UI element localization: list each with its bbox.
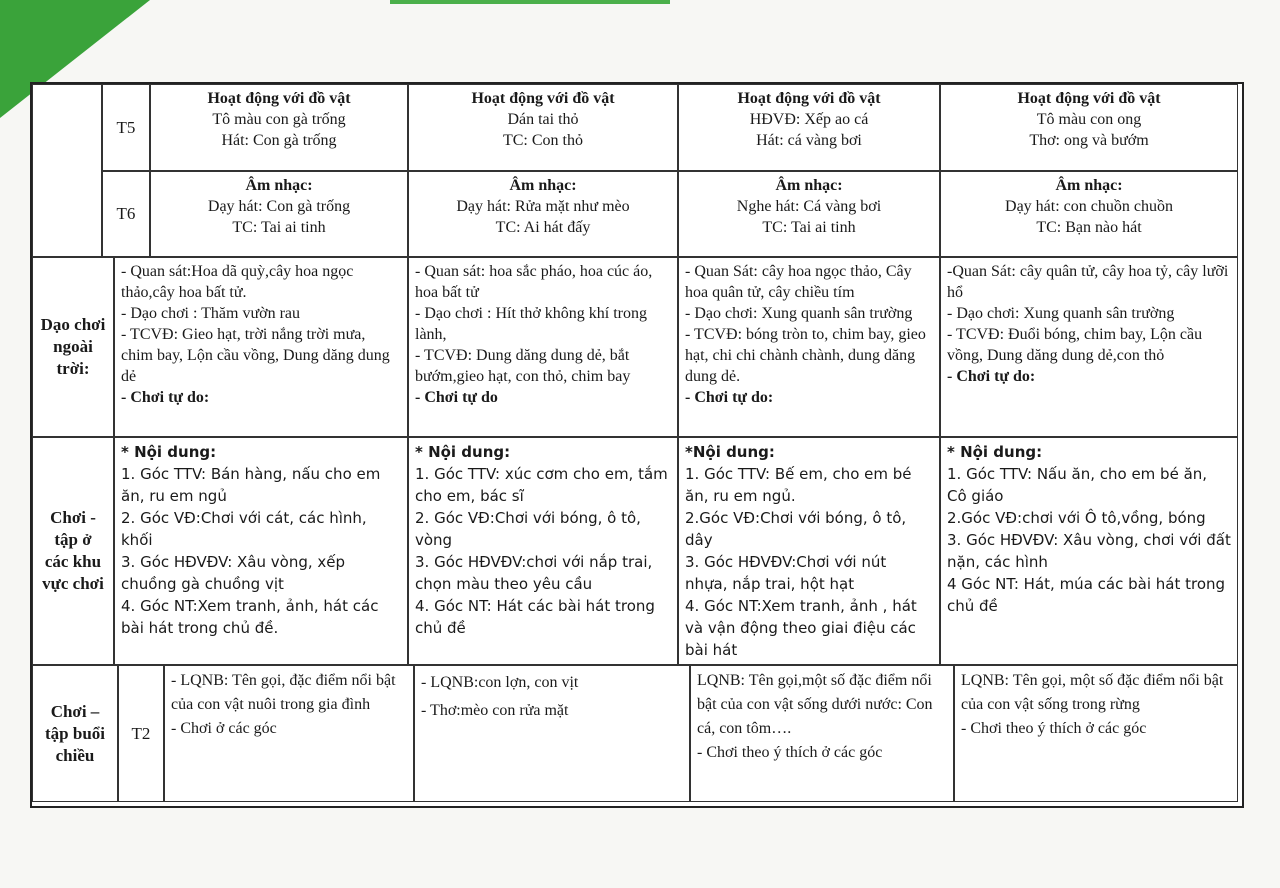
- cell-line: 1. Góc TTV: Bế em, cho em bé ăn, ru em ngủ.: [685, 465, 912, 505]
- cell-line: 4. Góc NT:Xem tranh, ảnh , hát và vận động theo giai điệu các bài hát: [685, 597, 917, 659]
- cell-t5-col4: [940, 84, 1238, 171]
- cell-line: Hát: cá vàng bơi: [756, 132, 862, 149]
- cell-line: - Dạo chơi: Xung quanh sân trường: [947, 305, 1175, 322]
- cell-line: Nghe hát: Cá vàng bơi: [736, 198, 882, 215]
- cell-line: - Chơi tự do:: [121, 389, 210, 406]
- cell-line: 1. Góc TTV: xúc cơm cho em, tắm cho em, bác sĩ: [415, 465, 668, 505]
- cell-line: HĐVĐ: Xếp ao cá: [749, 111, 869, 128]
- cell-heading: *Nội dung:: [685, 443, 775, 461]
- cell-afternoon-col1: [164, 665, 414, 802]
- cell-outdoor-col2: [408, 257, 678, 437]
- row-group-blank-cell: [32, 84, 102, 257]
- cell-line: Thơ: ong và bướm: [1029, 132, 1149, 149]
- cell-line: - TCVĐ: Đuổi bóng, chim bay, Lộn cầu vồng, Dung dăng dung dẻ,con thỏ: [947, 326, 1203, 364]
- cell-outdoor-col1: [114, 257, 408, 437]
- cell-line: - Chơi tự do:: [685, 389, 774, 406]
- cell-corners-col1: [114, 437, 408, 665]
- cell-heading: Hoạt động với đồ vật: [471, 90, 615, 107]
- cell-afternoon-col4: [954, 665, 1238, 802]
- cell-outdoor-col4: [940, 257, 1238, 437]
- cell-line: 3. Góc HĐVĐV: Xâu vòng, xếp chuồng gà chuồng vịt: [121, 553, 346, 593]
- schedule-table: [30, 82, 1244, 808]
- cell-line: LQNB: Tên gọi, một số đặc điểm nổi bật của con vật sống trong rừng: [961, 672, 1224, 713]
- row-label-outdoor: Dạo chơi ngoài trời:: [32, 257, 114, 437]
- cell-line: - TCVĐ: Gieo hạt, trời nắng trời mưa, chim bay, Lộn cầu vồng, Dung dăng dung dẻ: [121, 326, 390, 385]
- cell-t5-col2: [408, 84, 678, 171]
- cell-line: TC: Tai ai tinh: [762, 219, 856, 236]
- cell-line: - Quan Sát: cây hoa ngọc thảo, Cây hoa quân tử, cây chiều tím: [685, 263, 912, 301]
- cell-outdoor-col3: [678, 257, 940, 437]
- cell-line: - Dạo chơi : Thăm vườn rau: [121, 305, 301, 322]
- cell-line: - Dạo chơi : Hít thở không khí trong lành,: [415, 305, 648, 343]
- cell-heading: * Nội dung:: [121, 443, 217, 461]
- cell-t6-col4: [940, 171, 1238, 257]
- cell-line: - LQNB:con lợn, con vịt: [421, 674, 579, 691]
- cell-line: - Thơ:mèo con rửa mặt: [421, 702, 569, 719]
- day-label-t6: T6: [102, 171, 150, 257]
- cell-line: Tô màu con ong: [1036, 111, 1142, 128]
- cell-line: - Chơi theo ý thích ở các góc: [961, 720, 1147, 737]
- top-edge-decoration: [390, 0, 670, 4]
- cell-afternoon-col3: [690, 665, 954, 802]
- cell-line: Hát: Con gà trống: [221, 132, 337, 149]
- cell-line: - Chơi ở các góc: [171, 720, 277, 737]
- cell-line: 1. Góc TTV: Nấu ăn, cho em bé ăn, Cô giáo: [947, 465, 1208, 505]
- cell-corners-col3: [678, 437, 940, 665]
- cell-t5-col1: [150, 84, 408, 171]
- cell-line: Tô màu con gà trống: [212, 111, 346, 128]
- cell-heading: * Nội dung:: [947, 443, 1043, 461]
- cell-line: 2. Góc VĐ:Chơi với cát, các hình, khối: [121, 509, 367, 549]
- cell-line: - LQNB: Tên gọi, đặc điểm nổi bật của con vật nuôi trong gia đình: [171, 672, 396, 713]
- cell-line: - Chơi theo ý thích ở các góc: [697, 744, 883, 761]
- cell-line: - Quan sát:Hoa dã quỳ,cây hoa ngọc thảo,cây hoa bất tử.: [121, 263, 354, 301]
- cell-afternoon-col2: [414, 665, 690, 802]
- cell-line: 2.Góc VĐ:chơi với Ô tô,vồng, bóng: [947, 509, 1206, 527]
- cell-heading: Hoạt động với đồ vật: [737, 90, 881, 107]
- cell-heading: Âm nhạc:: [775, 177, 843, 194]
- cell-line: Dạy hát: Rửa mặt như mèo: [456, 198, 630, 215]
- cell-heading: * Nội dung:: [415, 443, 511, 461]
- cell-line: 3. Góc HĐVĐV: Xâu vòng, chơi với đất nặn, các hình: [947, 531, 1231, 571]
- cell-line: Dạy hát: Con gà trống: [207, 198, 351, 215]
- cell-line: 3. Góc HĐVĐV:chơi với nắp trai, chọn màu theo yêu cầu: [415, 553, 653, 593]
- day-label-t5: T5: [102, 84, 150, 171]
- cell-line: - Quan sát: hoa sắc pháo, hoa cúc áo, hoa bất tử: [415, 263, 653, 301]
- cell-heading: Âm nhạc:: [245, 177, 313, 194]
- cell-line: TC: Con thỏ: [502, 132, 583, 149]
- cell-heading: Âm nhạc:: [509, 177, 577, 194]
- cell-line: 4. Góc NT:Xem tranh, ảnh, hát các bài hát trong chủ đề.: [121, 597, 379, 637]
- cell-line: TC: Bạn nào hát: [1036, 219, 1142, 236]
- cell-corners-col4: [940, 437, 1238, 665]
- cell-t6-col3: [678, 171, 940, 257]
- cell-line: 4 Góc NT: Hát, múa các bài hát trong chủ đề: [947, 575, 1226, 615]
- row-label-corners: Chơi - tập ở các khu vực chơi: [32, 437, 114, 665]
- cell-line: 4. Góc NT: Hát các bài hát trong chủ đề: [415, 597, 655, 637]
- cell-t6-col2: [408, 171, 678, 257]
- cell-line: - TCVĐ: bóng tròn to, chim bay, gieo hạt, chi chi chành chành, dung dăng dung dẻ.: [685, 326, 926, 385]
- cell-t6-col1: [150, 171, 408, 257]
- cell-line: 3. Góc HĐVĐV:Chơi với nút nhựa, nắp trai, hột hạt: [685, 553, 887, 593]
- cell-heading: Hoạt động với đồ vật: [1017, 90, 1161, 107]
- cell-line: Dạy hát: con chuồn chuồn: [1005, 198, 1173, 215]
- cell-line: TC: Tai ai tinh: [232, 219, 326, 236]
- cell-line: 1. Góc TTV: Bán hàng, nấu cho em ăn, ru em ngủ: [121, 465, 381, 505]
- cell-line: - Chơi tự do: [415, 389, 498, 406]
- cell-line: - TCVĐ: Dung dăng dung dẻ, bắt bướm,gieo hạt, con thỏ, chim bay: [415, 347, 631, 385]
- day-label-t2: T2: [118, 665, 164, 802]
- cell-line: LQNB: Tên gọi,một số đặc điểm nổi bật của con vật sống dưới nước: Con cá, con tôm….: [697, 672, 933, 737]
- cell-line: - Dạo chơi: Xung quanh sân trường: [685, 305, 913, 322]
- cell-line: -Quan Sát: cây quân tử, cây hoa tỷ, cây lưỡi hổ: [947, 263, 1229, 301]
- cell-t5-col3: [678, 84, 940, 171]
- cell-line: 2. Góc VĐ:Chơi với bóng, ô tô, vòng: [415, 509, 641, 549]
- cell-corners-col2: [408, 437, 678, 665]
- row-label-afternoon: Chơi – tập buổi chiều: [32, 665, 118, 802]
- cell-line: TC: Ai hát đấy: [495, 219, 591, 236]
- cell-line: 2.Góc VĐ:Chơi với bóng, ô tô, dây: [685, 509, 907, 549]
- cell-line: Dán tai thỏ: [507, 111, 579, 128]
- cell-heading: Âm nhạc:: [1055, 177, 1123, 194]
- cell-heading: Hoạt động với đồ vật: [207, 90, 351, 107]
- cell-line: - Chơi tự do:: [947, 368, 1036, 385]
